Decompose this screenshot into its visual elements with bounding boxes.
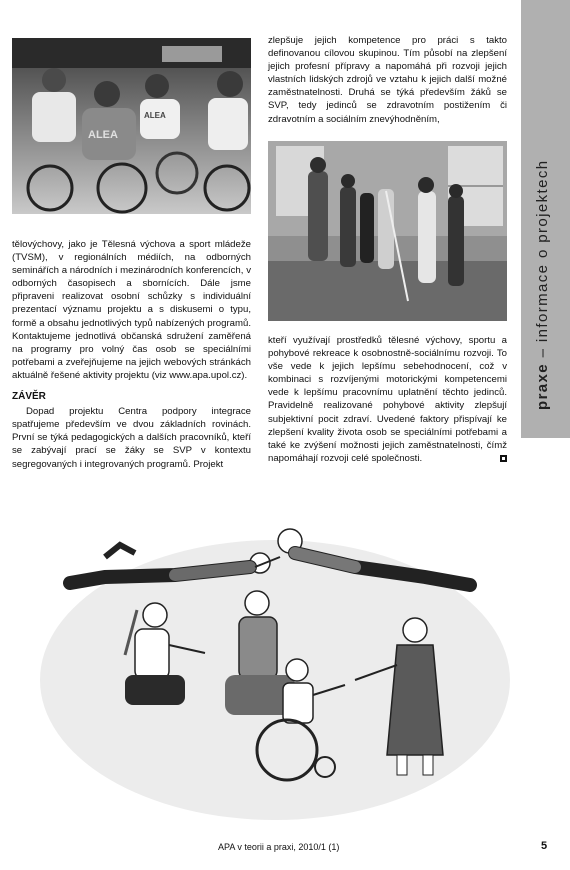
right-paragraph-top: zlepšuje jejich kompetence pro práci s takto definovanou cílovou skupinou. Tím působí na zlepšení jejich profesní přípravy a napomáhá při rozvoji jejich vlastních lidských zdrojů ve vztahu k jejich další možné zaměstnatelnosti. Druhá se týká především žáků se SVP, tedy jedinců se zdravotním postižením či zdravotním a sociálním znevýhodněním, xyxy=(268,35,507,125)
left-paragraph-2: Dopad projektu Centra podpory integrace spatřujeme především ve dvou základních rovinách. První se týká pedagogických a dalších pracovníků, kteří se zabývají prací se žáky se SVP v kontextu segregovaných i integrovaných programů. Projekt xyxy=(12,406,251,470)
conclusion-heading: ZÁVĚR xyxy=(12,391,46,403)
section-label xyxy=(534,160,551,410)
right-column-bottom xyxy=(268,334,507,465)
gym-exercise-photo xyxy=(268,141,507,321)
right-paragraph-bottom xyxy=(268,334,507,465)
page-number: 5 xyxy=(541,840,548,852)
section-label-rest: – informace o projektech xyxy=(534,159,551,358)
jersey-text: ALEA xyxy=(88,129,118,141)
end-of-article-icon xyxy=(500,455,507,462)
left-column xyxy=(12,238,251,471)
right-paragraph-bottom-text: kteří využívají prostředků tělesné výchovy, sportu a pohybové rekreace k osobnostně-sociálnímu rozvoji. To vše vede k jejich lepšímu sebehodnocení, což v kombinaci s rozvíjenými motorickými kompetencemi vede k lepšímu pracovnímu uplatnění těchto jedinců. Pravidelně realizované pohybové aktivity zlepšují subjektivní pocit zdraví. Uvedené faktory přispívají ke zlepšení kvality života osob se speciálními potřebami a také ke zvýšení možnosti jejich zaměstnatelnosti, čímž napomáhají rozvoji celé společnosti. xyxy=(268,335,507,464)
children-playing-illustration xyxy=(25,505,515,835)
left-paragraph-1: tělovýchovy, jako je Tělesná výchova a sport mládeže (TVSM), v regionálních médiích, na odborných seminářích a národních i mezinárodních konferencích, v odborných časopisech a sbornících. Dále jsme připraveni realizovat osobní schůzky s individuální prezentací významu projektu a s diskusemi o typu, formě a obsahu jednotlivých typů nabízených programů. Kontaktujeme jednotlivá občanská sdružení zaměřená na programy pro volný čas osob se speciálními potřebami a zveřejňujeme na jejich webových stránkách aktuálně řešené aktivity projektu (viz www.apa.upol.cz). xyxy=(12,239,251,381)
journal-citation: APA v teorii a praxi, 2010/1 (1) xyxy=(218,842,340,852)
section-label-bold: praxe xyxy=(534,362,551,410)
jersey-text-2: ALEA xyxy=(144,111,166,120)
right-column-top xyxy=(268,34,507,126)
wheelchair-sport-photo xyxy=(12,38,251,214)
